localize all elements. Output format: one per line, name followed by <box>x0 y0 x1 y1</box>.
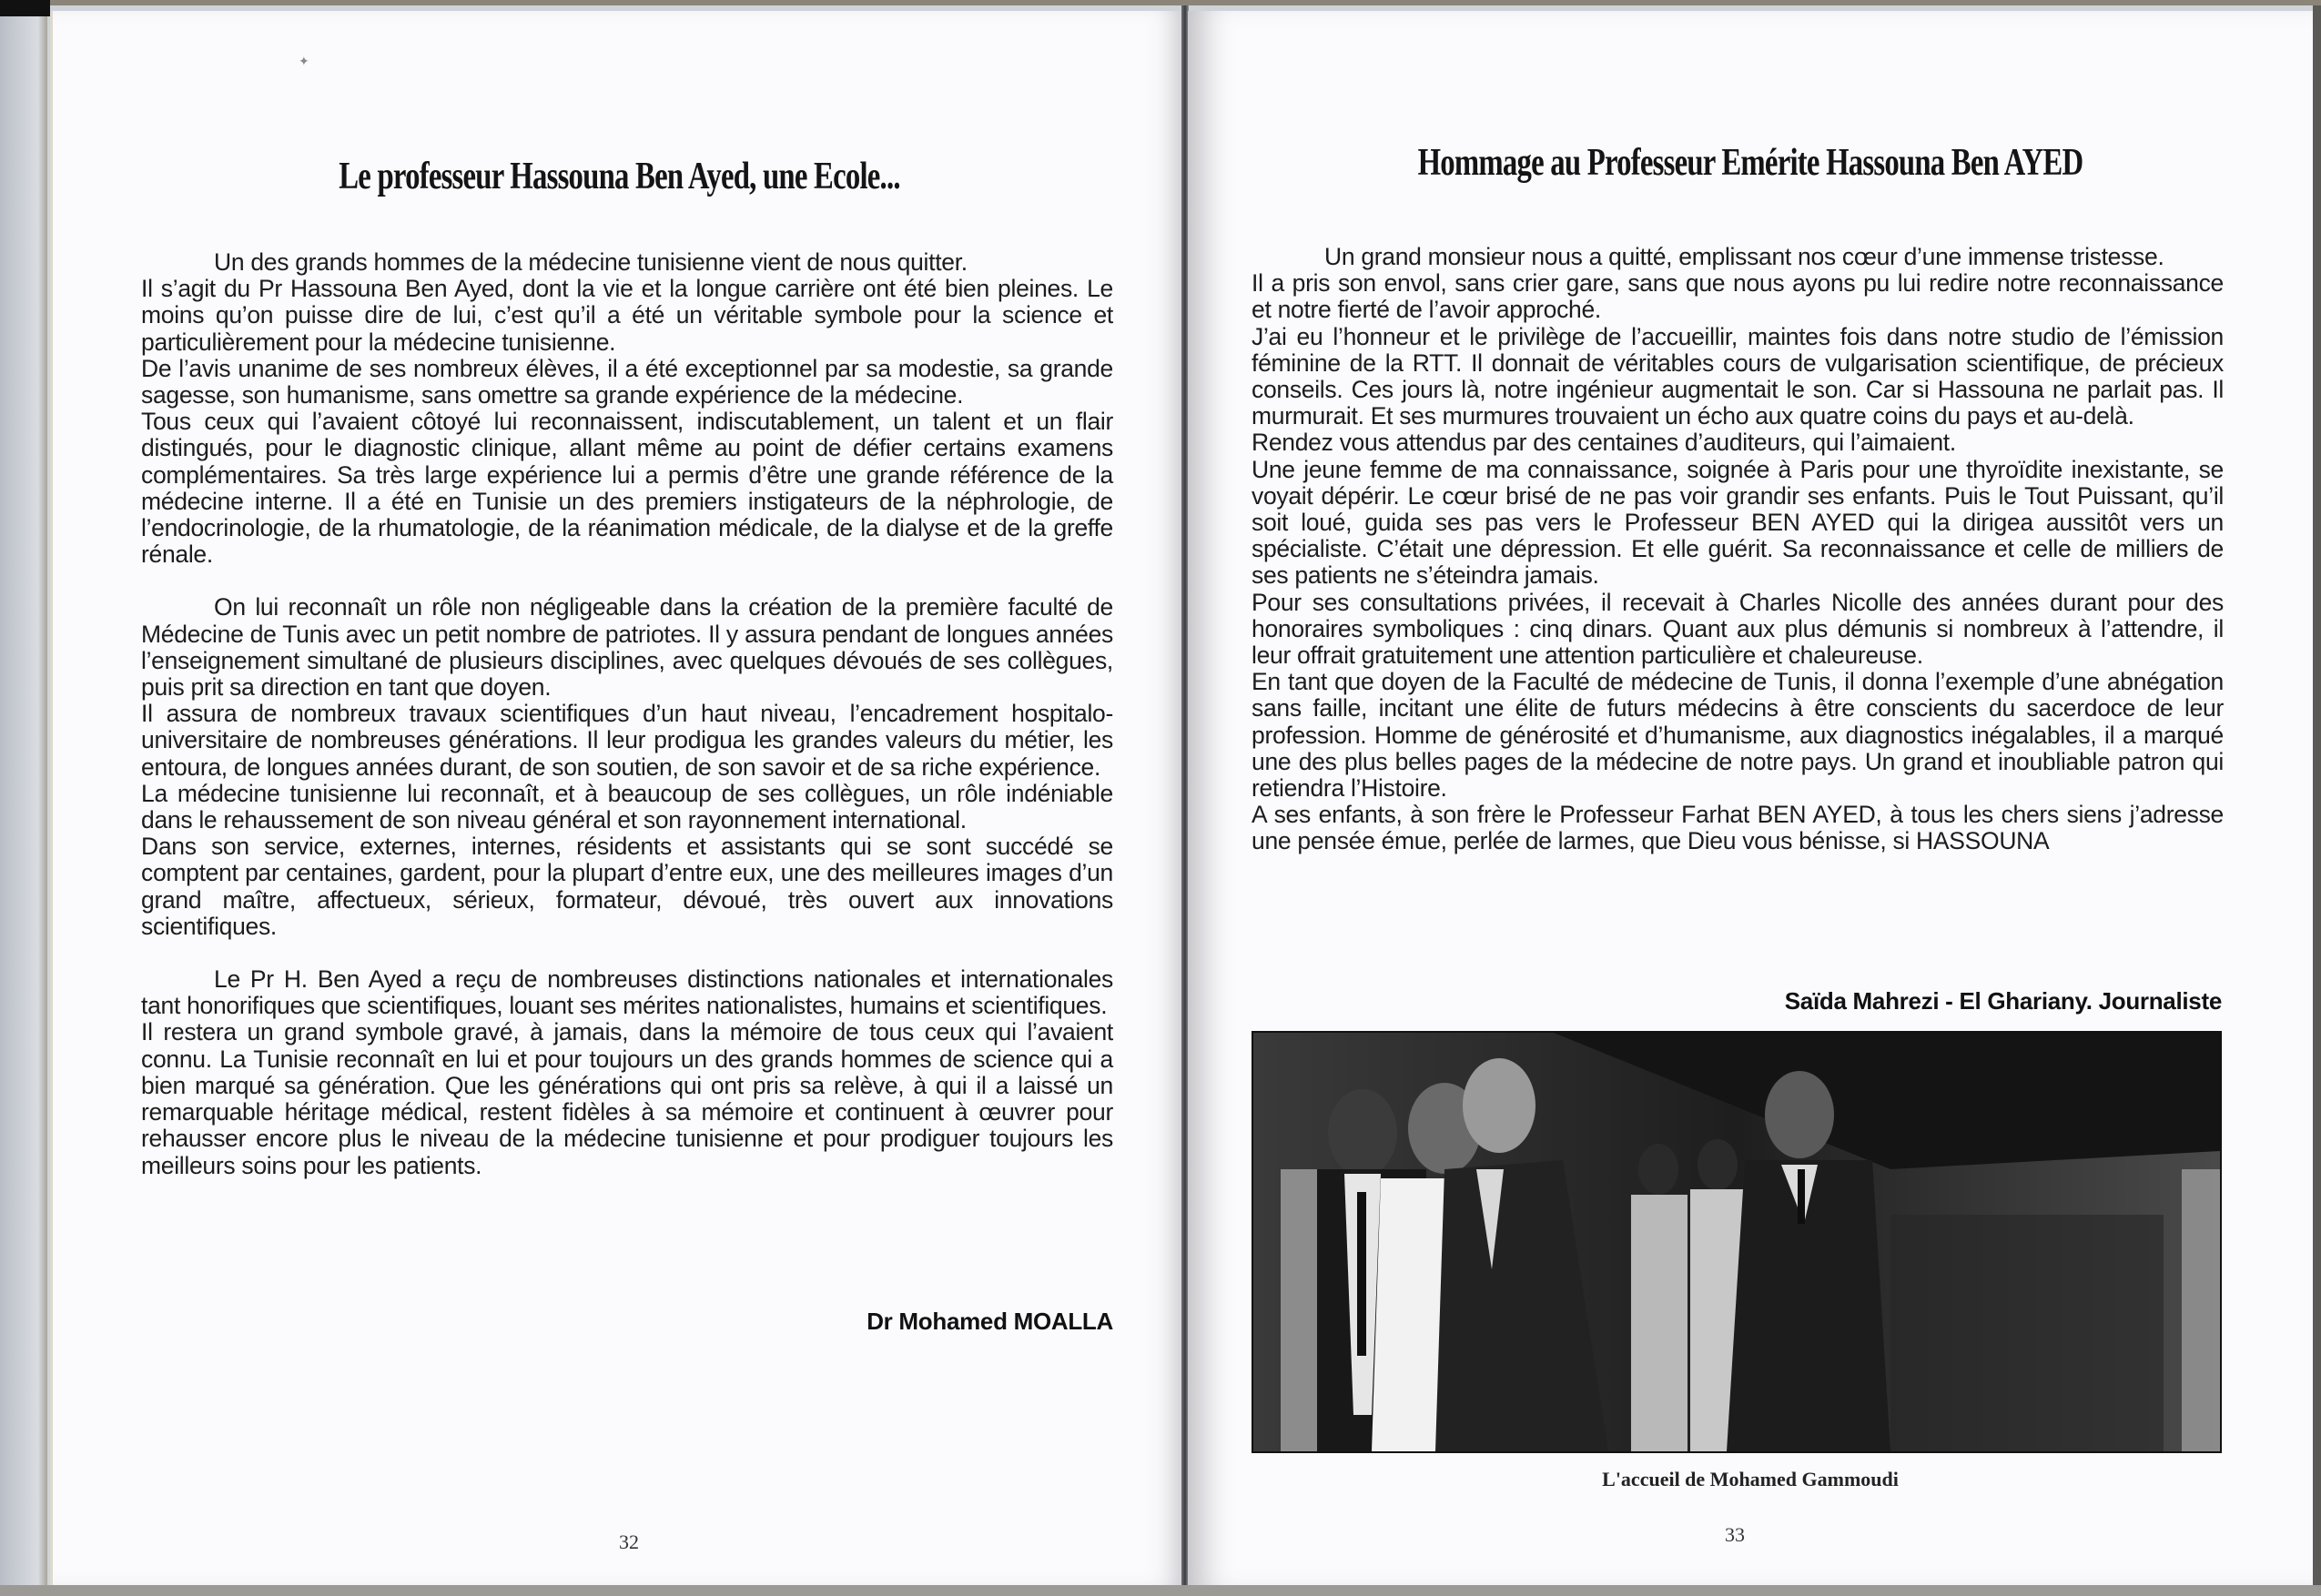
paragraph: Un des grands hommes de la médecine tunisienne vient de nous quitter. <box>214 248 968 276</box>
left-page <box>50 11 1186 1585</box>
paragraph: Pour ses consultations privées, il recevait à Charles Nicolle des années durant pour des honoraires symboliques : cinq dinars. Quant aux plus démunis si nombreux à l’attendre, il leur offrait gratuitement une attention particulière et chaleureuse. <box>1252 588 2224 670</box>
left-page-title: Le professeur Hassouna Ben Ayed, une Ecole... <box>339 156 900 198</box>
paragraph: Il restera un grand symbole gravé, à jamais, dans la mémoire de tous ceux qui l’avaient connu. La Tunisie reconnaît en lui et pour toujours un des grands hommes de science qui a bien marqué sa génération. Que les générations qui ont pris sa relève, à qui il a laissé un remarquable héritage médical, restent fidèles à sa mémoire et continuent à œuvrer pour rehausser encore plus le niveau de la médecine tunisienne et pour prodiguer toujours les meilleurs soins pour les patients. <box>141 1018 1113 1179</box>
paragraph: On lui reconnaît un rôle non négligeable dans la création de la première faculté de Médecine de Tunis avec un petit nombre de patriotes. Il y assura pendant de longues années l’enseignement simultané de plusieurs disciplines, avec quelques dévoués de ses collègues, puis prit sa direction en tant que doyen. <box>141 593 1113 702</box>
right-article-body <box>1252 244 2224 855</box>
paragraph: Il a pris son envol, sans crier gare, sans que nous ayons pu lui redire notre reconnaissance et notre fierté de l’avoir approché. <box>1252 269 2224 324</box>
paragraph: En tant que doyen de la Faculté de médecine de Tunis, il donna l’exemple d’une abnégation sans faille, incitant une élite de futurs médecins à être conscients du sacerdoce de leur profession. Homme de générosité et d’humanisme, aux diagnostics inégalables, il a marqué une des plus belles pages de la médecine de notre pays. Un grand et inoubliable patron qui retiendra l’Histoire. <box>1252 668 2224 803</box>
right-page <box>1188 11 2316 1585</box>
scan-corner <box>0 0 50 16</box>
paragraph: Il s’agit du Pr Hassouna Ben Ayed, dont la vie et la longue carrière ont été bien pleines. Le moins qu’on puisse dire de lui, c’est qu’il a été un véritable symbole pour la science et particulièrement pour la médecine tunisienne. <box>141 275 1113 356</box>
left-article-signature: Dr Mohamed MOALLA <box>867 1308 1113 1335</box>
scan-right-edge <box>2313 5 2321 1596</box>
paragraph: Dans son service, externes, internes, résidents et assistants qui se sont succédé se comptent par centaines, gardent, pour la plupart d’entre eux, une des meilleures images d’un grand maître, affectueux, sérieux, formateur, dévoué, très ouvert aux innovations scientifiques. <box>141 833 1113 940</box>
paragraph: Il assura de nombreux travaux scientifiques d’un haut niveau, l’encadrement hospitalo-universitaire de nombreuses générations. Il leur prodigua les grandes valeurs du métier, les entoura, de longues années durant, de son soutien, de son savoir et de sa riche expérience. <box>141 700 1113 781</box>
page-number-left: 32 <box>619 1530 639 1553</box>
paragraph: J’ai eu l’honneur et le privilège de l’accueillir, maintes fois dans notre studio de l’émission féminine de la RTT. Il donnait de véritables cours de vulgarisation scientifique, de précieux conseils. Ces jours là, notre ingénieur augmentait le son. Car si Hassouna ne parlait pas. Il murmurait. Et ses murmures trouvaient un écho aux quatre coins du pays et au-delà. <box>1252 322 2224 430</box>
paragraph: Une jeune femme de ma connaissance, soignée à Paris pour une thyroïdite inexistante, se voyait dépérir. Le cœur brisé de ne pas voir grandir ses enfants. Puis le Tout Puissant, qu’il soit loué, guida ses pas vers le Professeur BEN AYED qui la dirigea aussitôt vers un spécialiste. C’était une dépression. Et elle guérit. Sa reconnaissance et celle de milliers de ses patients ne s’éteindra jamais. <box>1252 455 2224 590</box>
photo-caption: L'accueil de Mohamed Gammoudi <box>1602 1468 1899 1490</box>
print-speck: ✦ <box>299 55 309 69</box>
right-article-signature: Saïda Mahrezi - El Ghariany. Journaliste <box>1784 987 2222 1015</box>
photo-illustration <box>1253 1033 2220 1451</box>
left-article-body <box>141 249 1113 1179</box>
scan-top-edge <box>0 0 2321 5</box>
paragraph: De l’avis unanime de ses nombreux élèves, il a été exceptionnel par sa modestie, sa grande sagesse, son humanisme, sans omettre sa grande expérience de la médecine. <box>141 354 1113 409</box>
paragraph: A ses enfants, à son frère le Professeur Farhat BEN AYED, à tous les chers siens j’adresse une pensée émue, perlée de larmes, que Dieu vous bénisse, si HASSOUNA <box>1252 801 2224 855</box>
paragraph: La médecine tunisienne lui reconnaît, et à beaucoup de ses collègues, un rôle indéniable dans le rehaussement de son niveau général et son rayonnement international. <box>141 779 1113 834</box>
scan-left-margin <box>0 5 47 1596</box>
paragraph: Rendez vous attendus par des centaines d’auditeurs, qui l’aimaient. <box>1252 429 1956 457</box>
scan-bottom-edge <box>0 1585 2321 1596</box>
paragraph: Un grand monsieur nous a quitté, emplissant nos cœur d’une immense tristesse. <box>1324 243 2164 270</box>
paragraph: Tous ceux qui l’avaient côtoyé lui reconnaissent, indiscutablement, un talent et un flair distingués, pour le diagnostic clinique, allant même au point de défier certains examens complémentaires. Sa très large expérience lui a permis d’être une grande référence de la médecine interne. Il a été en Tunisie un des premiers instigateurs de la néphrologie, de l’endocrinologie, de la rhumatologie, de la réanimation médicale, de la dialyse et de la greffe rénale. <box>141 408 1113 569</box>
page-number-right: 33 <box>1725 1523 1745 1546</box>
historical-photo <box>1252 1031 2222 1453</box>
paragraph: Le Pr H. Ben Ayed a reçu de nombreuses distinctions nationales et internationales tant honorifiques que scientifiques, louant ses mérites nationalistes, humains et scientifiques. <box>141 965 1113 1020</box>
right-page-title: Hommage au Professeur Emérite Hassouna Ben AYED <box>1417 142 2083 185</box>
